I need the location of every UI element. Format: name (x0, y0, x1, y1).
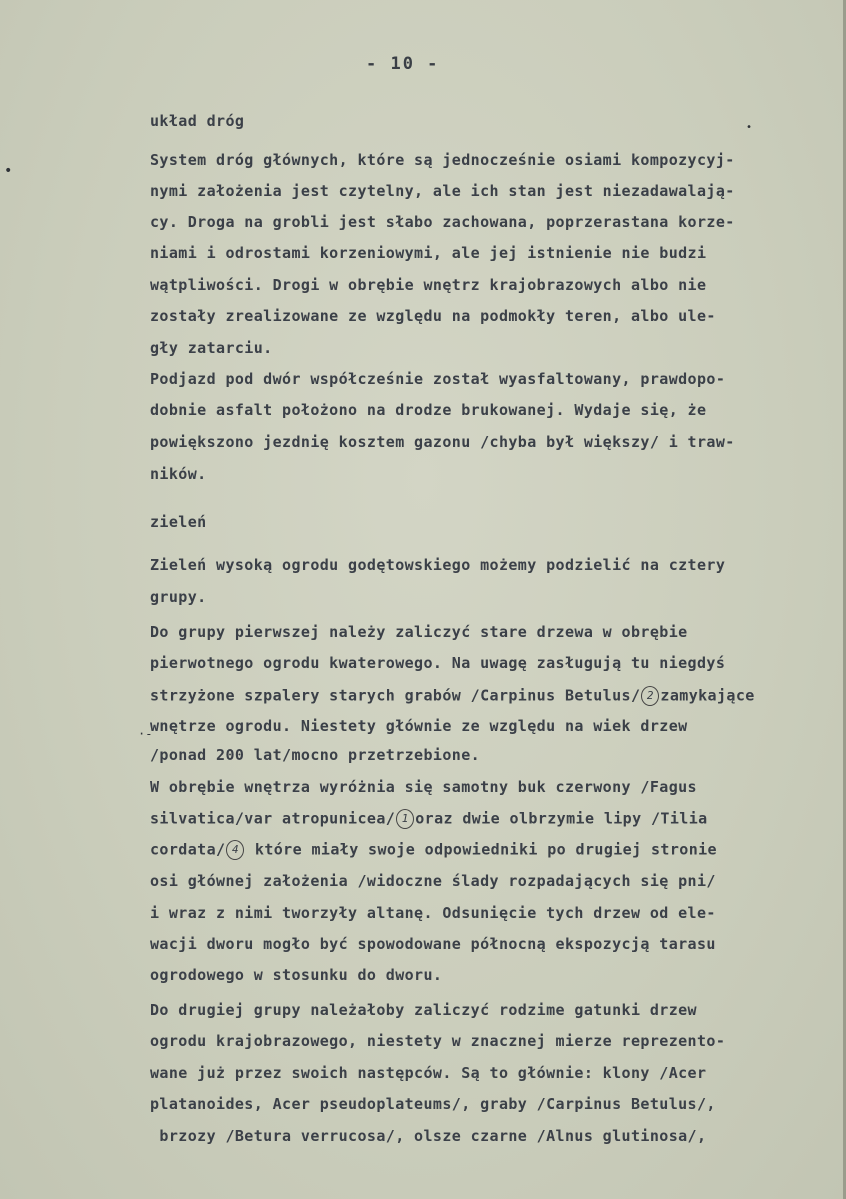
text-line: brzozy /Betura verrucosa/, olsze czarne /Alnus glutinosa/, (150, 1127, 707, 1145)
text-line: nymi założenia jest czytelny, ale ich stan jest niezadawalają- (150, 182, 735, 200)
text-fragment: strzyżone szpalery starych grabów /Carpinus Betulus/ (150, 686, 641, 705)
text-line: platanoides, Acer pseudoplateums/, graby /Carpinus Betulus/, (150, 1095, 716, 1113)
text-line: ogrodu krajobrazowego, niestety w znacznej mierze reprezento- (150, 1032, 726, 1050)
text-fragment: oraz dwie olbrzymie lipy /Tilia (415, 809, 708, 828)
text-line: gły zatarciu. (150, 339, 273, 357)
text-line: System dróg głównych, które są jednocześnie osiami kompozycyj- (150, 151, 735, 169)
text-line: wnętrze ogrodu. Niestety głównie ze względu na wiek drzew (150, 717, 688, 735)
text-line: Zieleń wysoką ogrodu godętowskiego możemy podzielić na cztery (150, 556, 726, 574)
margin-dot: • (4, 163, 13, 179)
text-line-with-note (150, 809, 708, 829)
text-line: /ponad 200 lat/mocno przetrzebione. (150, 746, 481, 764)
text-line: Do drugiej grupy należałoby zaliczyć rodzime gatunki drzew (150, 1001, 697, 1019)
margin-mark: ·- (138, 727, 153, 741)
text-line: Do grupy pierwszej należy zaliczyć stare drzewa w obrębie (150, 623, 688, 641)
text-line: grupy. (150, 588, 207, 606)
text-fragment: zamykające (660, 686, 755, 705)
text-line: niami i odrostami korzeniowymi, ale jej istnienie nie budzi (150, 244, 707, 262)
text-line: pierwotnego ogrodu kwaterowego. Na uwagę zasługują tu niegdyś (150, 654, 726, 672)
text-line: wane już przez swoich następców. Są to głównie: klony /Acer (150, 1064, 707, 1082)
text-line: ogrodowego w stosunku do dworu. (150, 966, 443, 984)
text-line: zostały zrealizowane ze względu na podmokły teren, albo ule- (150, 307, 716, 325)
handwritten-note-1: 1 (396, 809, 414, 829)
text-line-with-note (150, 686, 755, 706)
text-line: wacji dworu mogło być spowodowane północną ekspozycją tarasu (150, 935, 716, 953)
text-fragment: cordata/ (150, 840, 226, 859)
text-line: W obrębie wnętrza wyróżnia się samotny buk czerwony /Fagus (150, 778, 697, 796)
heading-zielen: zieleń (150, 513, 207, 531)
text-line: dobnie asfalt położono na drodze brukowanej. Wydaje się, że (150, 401, 707, 419)
text-line: ników. (150, 465, 207, 483)
text-line: cy. Droga na grobli jest słabo zachowana, poprzerastana korze- (150, 213, 735, 231)
text-fragment: które miały swoje odpowiedniki po drugiej stronie (245, 840, 717, 859)
page-number: - 10 - (366, 54, 440, 74)
text-line: osi głównej założenia /widoczne ślady rozpadających się pni/ (150, 872, 716, 890)
margin-dot: • (746, 122, 753, 133)
text-line: wątpliwości. Drogi w obrębie wnętrz krajobrazowych albo nie (150, 276, 707, 294)
text-line: Podjazd pod dwór współcześnie został wyasfaltowany, prawdopo- (150, 370, 726, 388)
handwritten-note-2: 2 (641, 686, 659, 706)
text-line: powiększono jezdnię kosztem gazonu /chyba był większy/ i traw- (150, 433, 735, 451)
handwritten-note-4: 4 (226, 840, 244, 860)
text-line: i wraz z nimi tworzyły altanę. Odsunięcie tych drzew od ele- (150, 904, 716, 922)
text-fragment: silvatica/var atropunicea/ (150, 809, 396, 828)
heading-uklad-drog: układ dróg (150, 112, 245, 130)
text-line-with-note (150, 840, 717, 860)
